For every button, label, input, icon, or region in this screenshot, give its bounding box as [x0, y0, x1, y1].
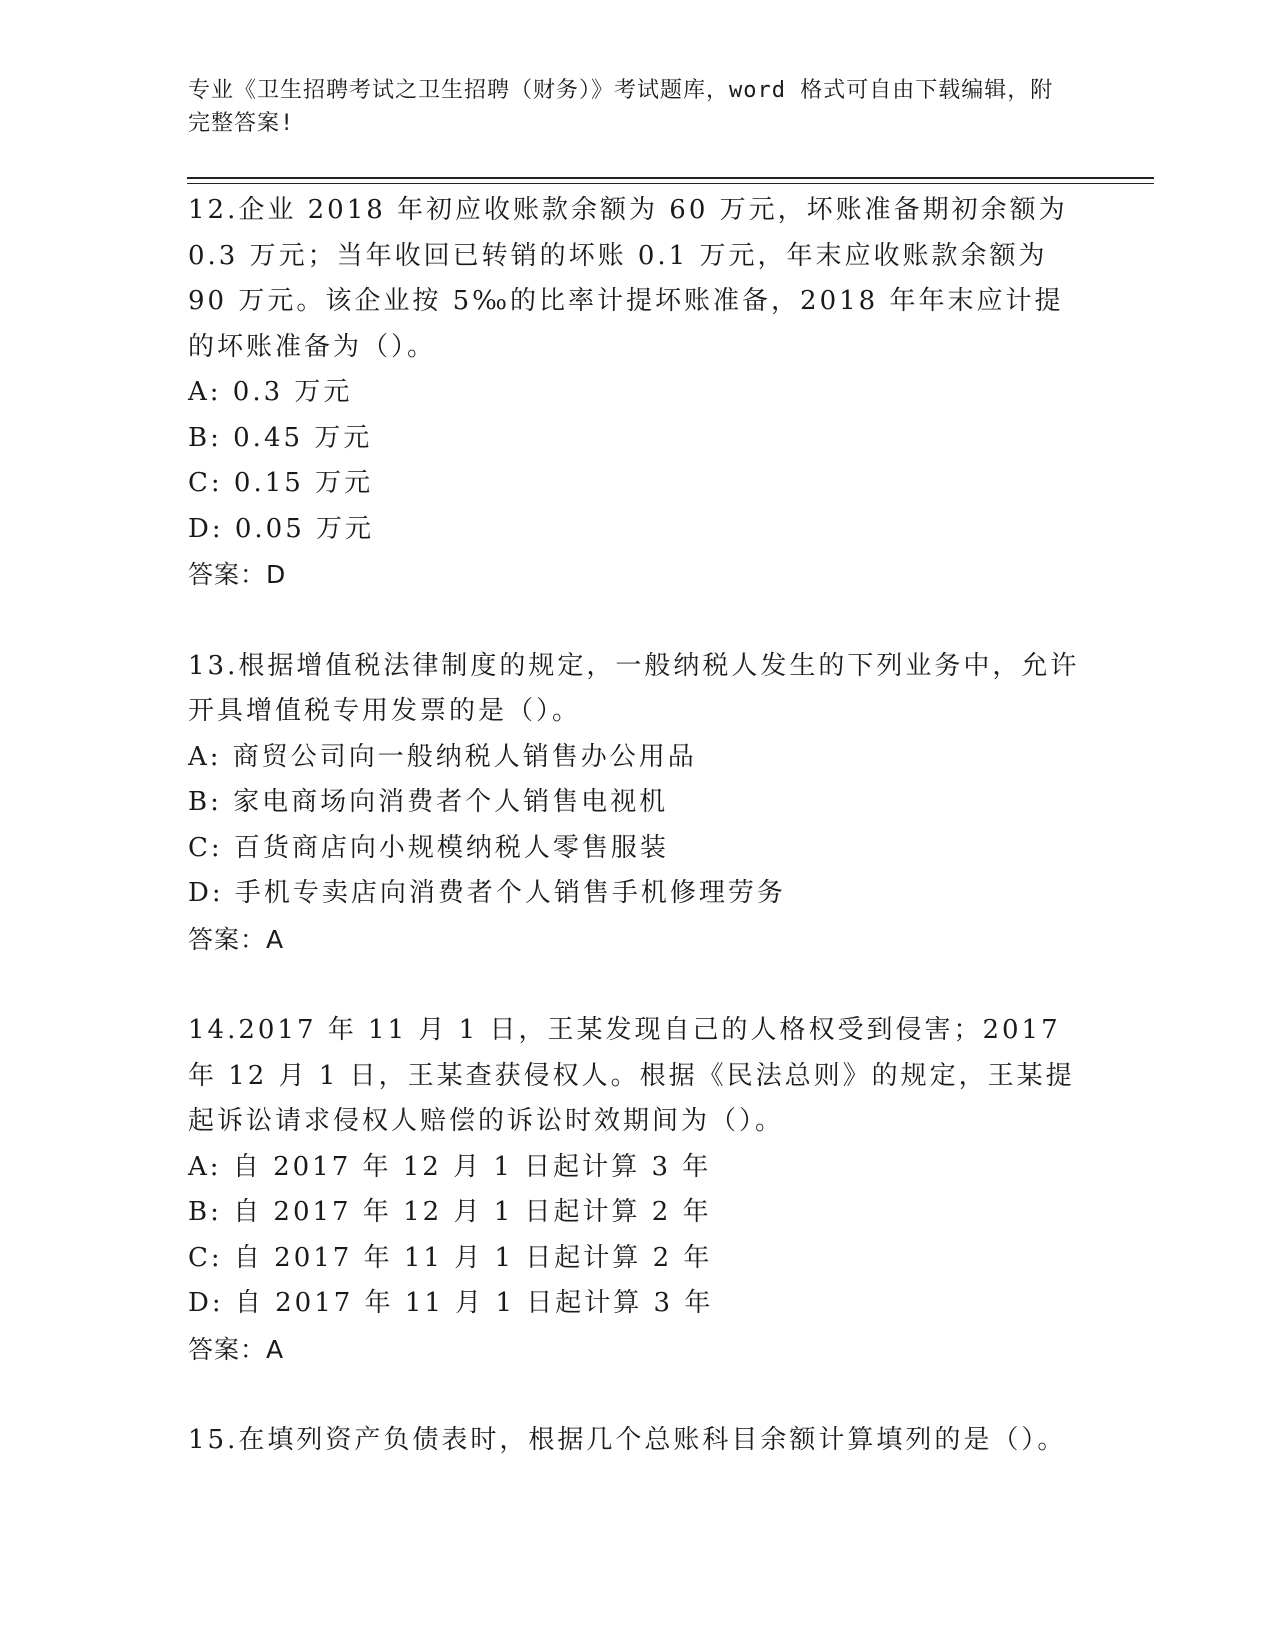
option-a: A: 商贸公司向一般纳税人销售办公用品	[188, 741, 697, 772]
question-list	[188, 188, 1088, 1464]
question-stem: 13.根据增值税法律制度的规定，一般纳税人发生的下列业务中，允许开具增值税专用发票的是（）。	[188, 650, 1080, 726]
question-spacer	[188, 962, 1088, 1008]
option-b: B: 0.45 万元	[188, 422, 373, 453]
answer: 答案：A	[188, 1334, 285, 1364]
option-d: D: 自 2017 年 11 月 1 日起计算 3 年	[188, 1288, 714, 1318]
option-c: C: 自 2017 年 11 月 1 日起计算 2 年	[188, 1242, 713, 1273]
question-stem: 14.2017 年 11 月 1 日，王某发现自己的人格权受到侵害；2017 年 12 月 1 日，王某查获侵权人。根据《民法总则》的规定，王某提起诉讼请求侵权人赔偿的诉讼时效期间为（）。	[188, 1015, 1075, 1136]
question-12	[188, 188, 1088, 598]
option-c: C: 0.15 万元	[188, 468, 374, 498]
option-a: A: 0.3 万元	[188, 377, 353, 407]
option-b: B: 家电商场向消费者个人销售电视机	[188, 787, 669, 817]
question-13	[188, 644, 1088, 963]
option-d: D: 0.05 万元	[188, 513, 375, 544]
question-stem: 12.企业 2018 年初应收账款余额为 60 万元，坏账准备期初余额为 0.3 万元；当年收回已转销的坏账 0.1 万元，年末应收账款余额为 90 万元。该企业按 5‰的比率计提坏账准备，2018 年年末应计提的坏账准备为（）。	[188, 195, 1068, 362]
question-stem: 15.在填列资产负债表时，根据几个总账科目余额计算填列的是（）。	[188, 1425, 1067, 1455]
question-spacer	[188, 1372, 1088, 1418]
question-14	[188, 1008, 1088, 1372]
question-15	[188, 1418, 1088, 1464]
option-a: A: 自 2017 年 12 月 1 日起计算 3 年	[188, 1151, 712, 1182]
document-header: 专业《卫生招聘考试之卫生招聘（财务）》考试题库，word 格式可自由下载编辑，附完整答案!	[188, 78, 1054, 136]
option-c: C: 百货商店向小规模纳税人零售服装	[188, 832, 669, 863]
option-d: D: 手机专卖店向消费者个人销售手机修理劳务	[188, 878, 786, 908]
answer: 答案：D	[188, 560, 287, 589]
option-b: B: 自 2017 年 12 月 1 日起计算 2 年	[188, 1197, 712, 1227]
header-divider-thick	[187, 177, 1154, 179]
header-divider-thin	[187, 183, 1154, 184]
answer: 答案：A	[188, 924, 285, 954]
question-spacer	[188, 598, 1088, 644]
